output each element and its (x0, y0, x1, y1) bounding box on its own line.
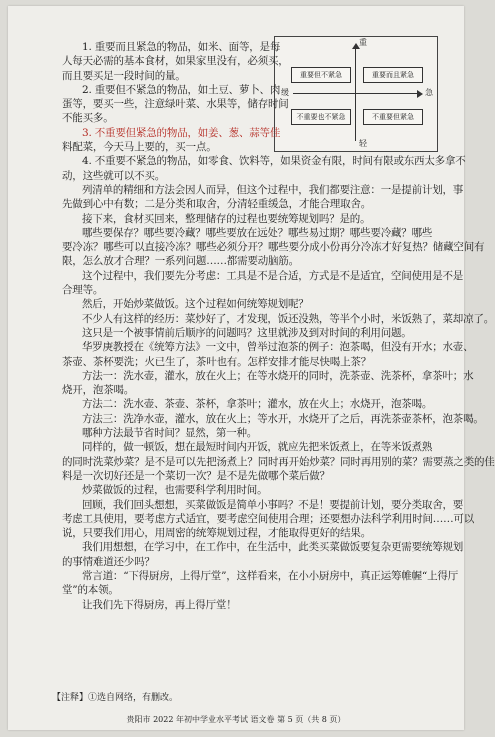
text-line: 同样的，做一顿饭，想在最短时间内开饭，就应先把米饭煮上，在等米饭煮熟 (82, 441, 433, 454)
text-line: 不能买多。 (62, 112, 114, 125)
text-line: 常言道：“下得厨房，上得厅堂”，这样看来，在小小厨房中，真正运筹帷幄“上得厅 (82, 569, 459, 582)
text-line: 合理等。 (62, 284, 104, 297)
axis-label-top: 重 (359, 38, 367, 47)
quadrant-top-left: 重要但不紧急 (291, 67, 351, 83)
text-line: 茶壶、茶杯要洗；火已生了，茶叶也有。怎样安排才能尽快喝上茶？ (62, 355, 371, 368)
text-line: 这个过程中，我们要先分考虑：工具是不是合适，方式是不是适宜，空间使用是不是 (82, 269, 464, 282)
page-footer: 贵阳市 2022 年初中学业水平考试 语文卷 第 5 页（共 8 页） (126, 715, 346, 724)
text-line: 动，这些就可以不买。 (62, 169, 165, 182)
axis-label-left: 缓 (281, 88, 289, 97)
text-line: 先做到心中有数；二是分类和取舍，分清轻重缓急，才能合理取舍。 (62, 198, 371, 211)
text-line: 列清单的精细和方法会因人而异，但这个过程中，我们都要注意：一是提前计划，事 (82, 183, 464, 196)
text-line: 炒菜做饭的过程，也需要科学利用时间。 (82, 484, 268, 497)
text-line: 说，只要我们用心，用周密的统筹规划过程，才能取得更好的结果。 (62, 527, 371, 540)
text-line: 接下来，食材买回来，整理储存的过程也要统筹规划吗？是的。 (82, 212, 371, 225)
text-line: 这只是一个被事情前后顺序的问题吗？这里就涉及到对时间的利用问题。 (82, 326, 412, 339)
text-line: 1. 重要而且紧急的物品，如米、面等，是每 (82, 41, 281, 53)
axis-label-right: 急 (425, 88, 433, 97)
text-line: 让我们先下得厨房，再上得厅堂！ (82, 598, 237, 611)
text-line: 华罗庚教授在《统筹方法》一文中，曾举过泡茶的例子：泡茶喝，但没有开水；水壶、 (82, 341, 474, 354)
text-line: 料配菜，今天马上要的，买一点。 (62, 141, 217, 154)
text-line: 而且要买足一段时间的量。 (62, 69, 186, 82)
text-line: 限，怎么放才合理？一系列问题……都需要动脑筋。 (62, 255, 299, 268)
text-line: 然后，开始炒菜做饭。这个过程如何统筹规划呢？ (82, 298, 309, 311)
text-line: 我们用想想，在学习中，在工作中，在生活中，此类买菜做饭要复杂更需要统筹规划 (82, 541, 464, 554)
quadrant-bottom-right: 不重要但紧急 (363, 109, 423, 125)
text-line: 3. 不重要但紧急的物品，如姜、葱、蒜等佳 (82, 126, 281, 139)
text-line: 烧开，泡茶喝。 (62, 384, 135, 397)
quadrant-top-right: 重要而且紧急 (363, 67, 423, 83)
axis-label-bottom: 轻 (359, 139, 367, 148)
footnote: 【注释】①选自网络，有删改。 (52, 693, 179, 703)
article-body (62, 40, 495, 612)
text-line: 料是一次切好还是一个菜切一次？是不是先做哪个菜后做？ (62, 469, 330, 482)
quadrant-bottom-left: 不重要也不紧急 (291, 109, 351, 125)
top-lines (62, 40, 442, 154)
text-line: 要冷冻？哪些可以直接冷冻？哪些必须分开？哪些要分成小份再分冷冻才好复热？储藏空间有 (62, 241, 485, 254)
text-line: 的同时洗菜炒菜？是不是可以先把汤煮上？同时再开始炒菜？同时再用别的菜？需要蒸之类的佳 (62, 455, 495, 468)
text-line: 方法一：洗水壶，灌水，放在火上；在等水烧开的同时，洗茶壶、洗茶杯，拿茶叶；水 (82, 369, 474, 382)
text-line: 方法三：洗净水壶，灌水，放在火上；等水开，水烧开了之后，再洗茶壶茶杯，泡茶喝。 (82, 412, 484, 425)
exam-page (8, 6, 495, 730)
text-line: 4. 不重要不紧急的物品，如零食、饮料等，如果资金有限，时间有限或东西太多拿不 (82, 155, 466, 168)
text-line: 方法二：洗水壶、茶壶、茶杯，拿茶叶；灌水，放在火上；水烧开，泡茶喝。 (82, 398, 433, 411)
text-line: 堂”的本领。 (62, 584, 119, 597)
text-line: 回顾，我们回头想想，买菜做饭是简单小事吗？不是！要提前计划，要分类取舍，要 (82, 498, 464, 511)
text-line: 人每天必需的基本食材，如果家里没有，必须买， (62, 55, 289, 68)
text-line: 的事情难道还少吗？ (62, 555, 155, 568)
text-line: 哪些要保存？哪些要冷藏？哪些要放在远处？哪些易过期？哪些要冷藏？哪些 (82, 226, 433, 239)
text-line: 考虑工具使用，要考虑方式适宜，要考虑空间使用合理；还要想办法科学利用时间……可以 (62, 512, 474, 525)
text-line: 蛋等，要买一些，注意绿叶菜、水果等，储存时间 (62, 98, 289, 111)
text-line: 哪种方法最节省时间？显然，第一种。 (82, 427, 258, 440)
text-line: 不少人有这样的经历：菜炒好了，才发现，饭还没熟，等半个小时，米饭熟了，菜却凉了。 (82, 312, 494, 325)
text-line: 2. 重要但不紧急的物品，如土豆、萝卜、肉 (82, 83, 281, 96)
